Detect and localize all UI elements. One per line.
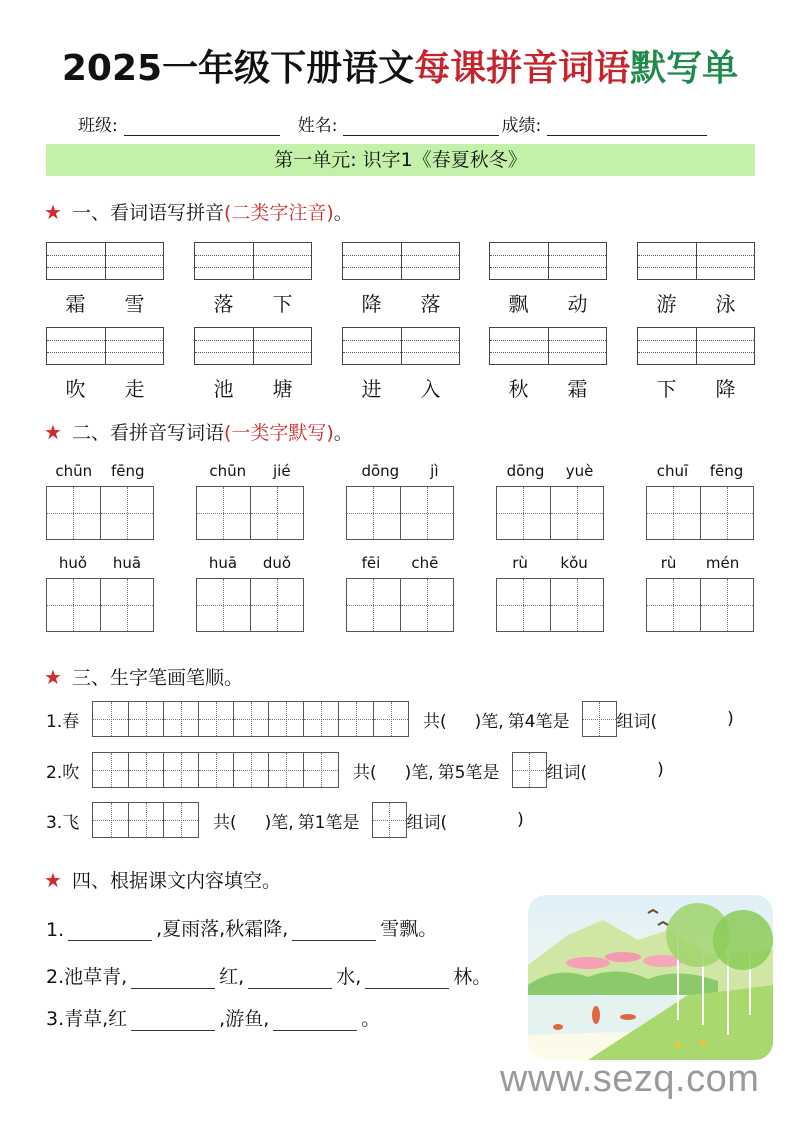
fill-blank[interactable] <box>292 919 376 941</box>
pinyin-label <box>46 554 154 572</box>
word-char: 下 <box>272 292 293 316</box>
pinyin-label <box>646 554 754 572</box>
pinyin-label <box>496 462 604 480</box>
word-label <box>489 373 607 402</box>
word-label <box>342 288 460 317</box>
character-label: 1.春 <box>46 711 80 732</box>
word-char: 雪 <box>124 292 145 316</box>
title-part-type: 默写单 <box>630 48 739 89</box>
pinyin-syllable: chūn <box>55 462 93 480</box>
pinyin-write-box[interactable] <box>637 242 755 280</box>
character-write-grid[interactable] <box>496 578 604 632</box>
pinyin-label <box>646 462 754 480</box>
pinyin-label <box>196 554 304 572</box>
section4-title: 四、根据课文内容填空。 <box>71 870 281 892</box>
name-field[interactable] <box>343 116 499 136</box>
pinyin-write-box[interactable] <box>342 242 460 280</box>
pinyin-syllable: chē <box>411 554 439 572</box>
word-char: 入 <box>420 377 441 401</box>
fill-blank[interactable] <box>248 967 332 989</box>
word-char: 降 <box>715 377 736 401</box>
pinyin-label <box>496 554 604 572</box>
section4-heading <box>44 866 281 893</box>
star-icon: ★ <box>44 664 62 689</box>
character-write-grid[interactable] <box>496 486 604 540</box>
class-field[interactable] <box>124 116 280 136</box>
fill-text: 。 <box>361 1008 381 1030</box>
character-write-grid[interactable] <box>46 578 154 632</box>
nth-stroke-box[interactable] <box>372 802 407 838</box>
pinyin-syllable: huā <box>112 554 142 572</box>
fill-blank[interactable] <box>273 1009 357 1031</box>
landscape-illustration-icon <box>528 895 773 1060</box>
word-char: 泳 <box>715 292 736 316</box>
word-char: 游 <box>656 292 677 316</box>
section2-note: (一类字默写) <box>223 422 334 444</box>
word-char: 落 <box>420 292 441 316</box>
compose-word-end: ) <box>517 810 524 830</box>
pinyin-syllable: duǒ <box>262 554 292 572</box>
pinyin-syllable: fēng <box>111 462 145 480</box>
fill-line <box>46 1003 380 1031</box>
score-field[interactable] <box>547 116 707 136</box>
pinyin-syllable: rù <box>512 554 528 572</box>
section1-title: 一、看词语写拼音 <box>71 202 224 224</box>
star-icon: ★ <box>44 419 62 444</box>
word-label <box>46 288 164 317</box>
pinyin-syllable: huǒ <box>58 554 88 572</box>
character-label: 3.飞 <box>46 812 80 833</box>
compose-word-end: ) <box>657 760 664 780</box>
word-label <box>194 288 312 317</box>
word-char: 走 <box>124 377 145 401</box>
word-char: 池 <box>213 377 234 401</box>
stroke-order-strip[interactable] <box>92 802 199 838</box>
word-char: 秋 <box>508 377 529 401</box>
stroke-order-row <box>46 752 664 788</box>
fill-text: 1. <box>46 919 65 941</box>
pinyin-write-box[interactable] <box>489 327 607 365</box>
fill-text: ,夏雨落,秋霜降, <box>156 918 289 940</box>
character-write-grid[interactable] <box>346 486 454 540</box>
fill-text: ,游鱼, <box>219 1008 270 1030</box>
title-part-subject: 每课拼音词语 <box>414 48 631 89</box>
compose-word-label: 组词( <box>616 711 658 732</box>
pinyin-syllable: chuī <box>656 462 689 480</box>
word-char: 降 <box>361 292 382 316</box>
star-icon: ★ <box>44 867 62 892</box>
total-strokes-suffix: )笔, <box>474 711 504 732</box>
character-write-grid[interactable] <box>346 578 454 632</box>
character-label: 2.吹 <box>46 762 80 783</box>
compose-word-label: 组词( <box>546 762 588 783</box>
fill-line <box>46 961 491 989</box>
section2-end: 。 <box>333 422 353 444</box>
stroke-order-row <box>46 802 524 838</box>
pinyin-syllable: mén <box>705 554 740 572</box>
word-label <box>489 288 607 317</box>
pinyin-write-box[interactable] <box>637 327 755 365</box>
nth-stroke-box[interactable] <box>512 752 547 788</box>
pinyin-syllable: dōng <box>361 462 400 480</box>
total-strokes-prefix: 共( <box>423 711 447 732</box>
pinyin-label <box>196 462 304 480</box>
total-strokes-suffix: )笔, <box>264 812 294 833</box>
character-write-grid[interactable] <box>196 486 304 540</box>
stroke-order-strip[interactable] <box>92 701 409 737</box>
word-char: 吹 <box>65 377 86 401</box>
section2-heading <box>44 418 353 445</box>
pinyin-write-box[interactable] <box>342 327 460 365</box>
section1-end: 。 <box>333 202 353 224</box>
fill-text: 雪飘。 <box>380 918 438 940</box>
pinyin-write-box[interactable] <box>46 242 164 280</box>
character-write-grid[interactable] <box>196 578 304 632</box>
word-char: 落 <box>213 292 234 316</box>
site-watermark: www.sezq.com <box>500 1058 760 1100</box>
total-strokes-prefix: 共( <box>213 812 237 833</box>
character-write-grid[interactable] <box>46 486 154 540</box>
worksheet-title <box>0 40 800 91</box>
unit-title-bar: 第一单元: 识字1《春夏秋冬》 <box>46 144 755 176</box>
fill-blank[interactable] <box>131 967 215 989</box>
pinyin-syllable: jié <box>273 462 291 480</box>
nth-stroke-label: 第5笔是 <box>437 762 500 783</box>
pinyin-syllable: dōng <box>506 462 545 480</box>
fill-text: 水, <box>336 966 362 988</box>
word-char: 霜 <box>567 377 588 401</box>
star-icon: ★ <box>44 199 62 224</box>
word-label <box>46 373 164 402</box>
pinyin-syllable: yuè <box>565 462 594 480</box>
score-label: 成绩: <box>501 116 542 136</box>
section3-heading <box>44 663 243 690</box>
pinyin-syllable: fēi <box>361 554 381 572</box>
seasons-illustration <box>528 895 773 1060</box>
stroke-order-strip[interactable] <box>92 752 339 788</box>
compose-word-end: ) <box>727 709 734 729</box>
word-label <box>194 373 312 402</box>
nth-stroke-box[interactable] <box>582 701 617 737</box>
word-char: 下 <box>656 377 677 401</box>
pinyin-syllable: kǒu <box>560 554 588 572</box>
stroke-order-row <box>46 701 734 737</box>
pinyin-syllable: fēng <box>709 462 744 480</box>
pinyin-write-box[interactable] <box>489 242 607 280</box>
word-label <box>637 373 755 402</box>
total-strokes-suffix: )笔, <box>404 762 434 783</box>
character-write-grid[interactable] <box>646 486 754 540</box>
word-char: 进 <box>361 377 382 401</box>
pinyin-write-box[interactable] <box>194 327 312 365</box>
word-char: 动 <box>567 292 588 316</box>
section1-heading <box>44 198 353 225</box>
word-char: 霜 <box>65 292 86 316</box>
section1-note: (二类字注音) <box>223 202 334 224</box>
nth-stroke-label: 第1笔是 <box>297 812 360 833</box>
section2-title: 二、看拼音写词语 <box>71 422 224 444</box>
fill-blank[interactable] <box>131 1009 215 1031</box>
pinyin-label <box>346 554 454 572</box>
nth-stroke-label: 第4笔是 <box>507 711 570 732</box>
total-strokes-prefix: 共( <box>353 762 377 783</box>
fill-text: 3.青草,红 <box>46 1008 128 1030</box>
word-char: 塘 <box>272 377 293 401</box>
word-char: 飘 <box>508 292 529 316</box>
fill-text: 林。 <box>453 966 492 988</box>
pinyin-syllable: jì <box>430 462 439 480</box>
word-label <box>342 373 460 402</box>
pinyin-label <box>346 462 454 480</box>
fill-line <box>46 913 437 941</box>
fill-blank[interactable] <box>68 919 152 941</box>
word-label <box>637 288 755 317</box>
pinyin-write-box[interactable] <box>46 327 164 365</box>
character-write-grid[interactable] <box>646 578 754 632</box>
pinyin-syllable: chūn <box>209 462 247 480</box>
class-label: 班级: <box>78 116 118 136</box>
name-label: 姓名: <box>297 116 338 136</box>
student-info-row <box>78 110 758 136</box>
fill-blank[interactable] <box>365 967 449 989</box>
compose-word-label: 组词( <box>406 812 448 833</box>
pinyin-label <box>46 462 154 480</box>
fill-text: 2.池草青, <box>46 966 128 988</box>
pinyin-syllable: rù <box>660 554 677 572</box>
pinyin-write-box[interactable] <box>194 242 312 280</box>
title-part-grade: 2025一年级下册语文 <box>61 48 415 89</box>
pinyin-syllable: huā <box>208 554 238 572</box>
section3-title: 三、生字笔画笔顺。 <box>71 667 243 689</box>
fill-text: 红, <box>219 966 245 988</box>
